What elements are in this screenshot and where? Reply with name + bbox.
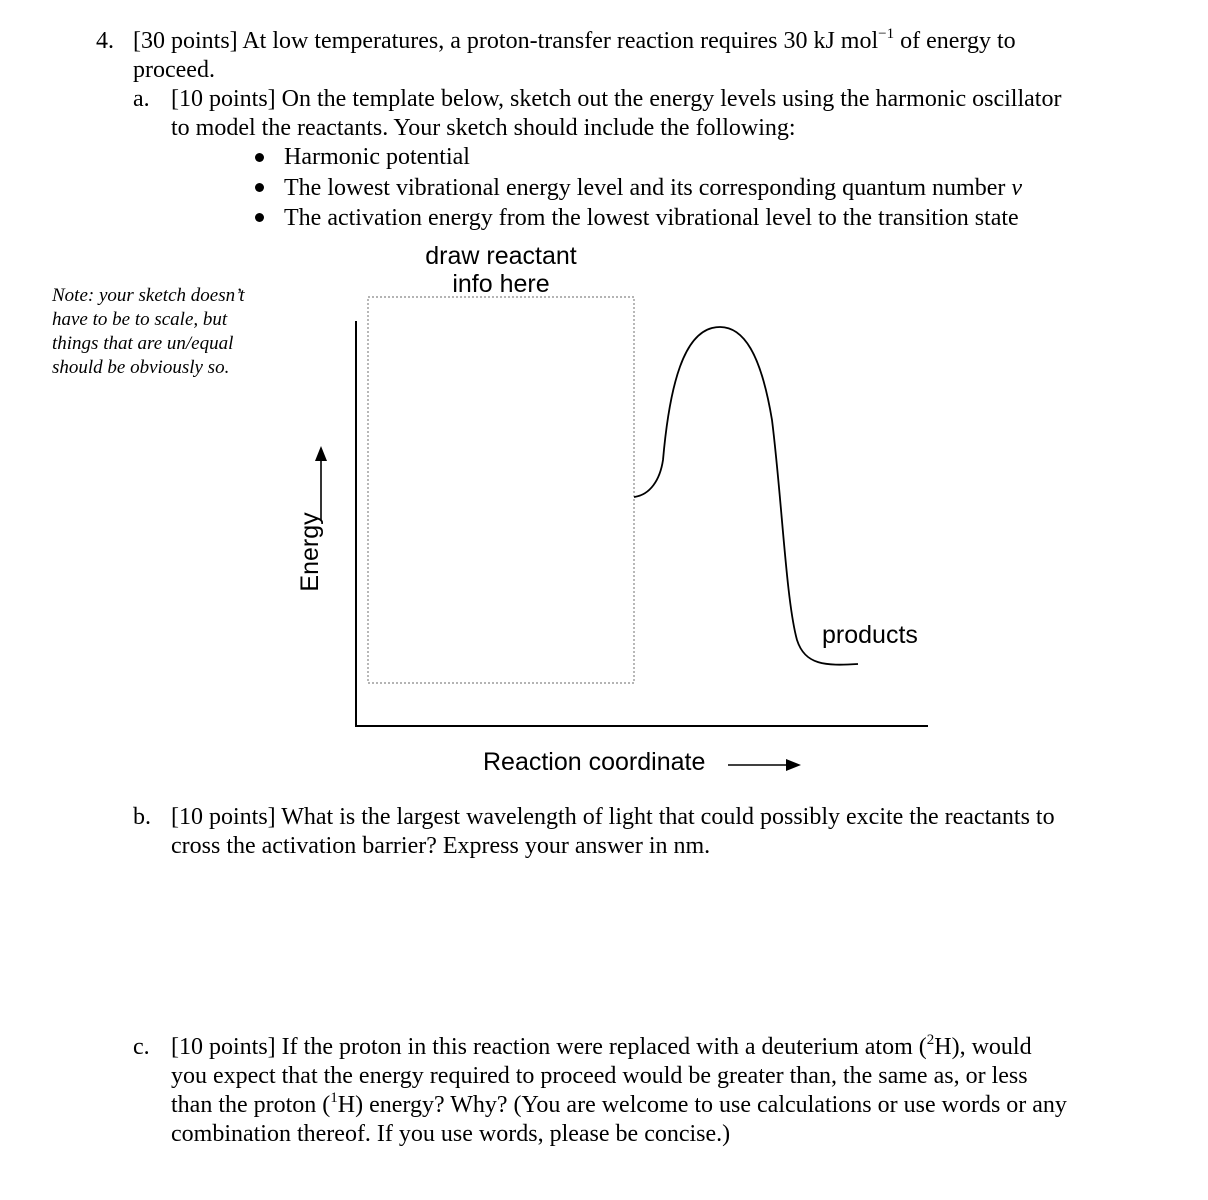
part-c-line4: combination thereof. If you use words, please be concise.) xyxy=(171,1121,731,1147)
part-c-line3-pre: than the proton ( xyxy=(171,1092,331,1118)
part-a-line1: [10 points] On the template below, sketch out the energy levels using the harmonic oscillator xyxy=(171,86,1062,112)
note-line-1: Note: your sketch doesn’t xyxy=(52,285,245,306)
part-c-line1-post: H), would xyxy=(934,1034,1032,1060)
question-text-post: of energy to xyxy=(894,28,1016,54)
part-c-line3-post: H) energy? Why? (You are welcome to use calculations or use words or any xyxy=(337,1092,1067,1118)
quantum-number-symbol: v xyxy=(1011,175,1023,201)
part-b-label: b. xyxy=(133,804,151,830)
bullet-3-text: The activation energy from the lowest vibrational level to the transition state xyxy=(284,205,1019,231)
y-axis-label xyxy=(296,502,325,602)
energy-arrow-head xyxy=(315,446,327,461)
question-text-superscript: −1 xyxy=(878,26,895,42)
y-axis-label-text: Energy xyxy=(296,512,324,592)
x-axis-label: Reaction coordinate xyxy=(483,748,706,776)
proton-superscript: 1 xyxy=(330,1090,338,1106)
part-b-line2: cross the activation barrier? Express your answer in nm. xyxy=(171,833,711,859)
part-b-line1: [10 points] What is the largest wavelength of light that could possibly excite the reactants to xyxy=(171,804,1055,830)
energy-profile-curve xyxy=(634,327,858,665)
note-line-2: have to be to scale, but xyxy=(52,309,228,330)
part-c-line1-pre: [10 points] If the proton in this reaction were replaced with a deuterium atom ( xyxy=(171,1034,927,1060)
part-a-line2: to model the reactants. Your sketch should include the following: xyxy=(171,115,796,141)
box-label-line1: draw reactant xyxy=(425,242,577,270)
question-text-line2: proceed. xyxy=(133,57,215,83)
bullet-2-label: The lowest vibrational energy level and its corresponding quantum number xyxy=(284,175,1012,201)
deuterium-superscript: 2 xyxy=(926,1032,935,1048)
part-c-label: c. xyxy=(133,1034,150,1060)
question-text-pre: [30 points] At low temperatures, a proton-transfer reaction requires 30 kJ mol xyxy=(133,28,879,54)
box-label-line2: info here xyxy=(452,270,550,298)
bullet-1-text: Harmonic potential xyxy=(284,144,470,170)
note-line-4: should be obviously so. xyxy=(52,357,230,378)
part-c-line1 xyxy=(171,1033,1032,1065)
question-number: 4. xyxy=(96,28,114,54)
reactant-drawing-box xyxy=(368,297,634,683)
reaction-coordinate-arrow-head xyxy=(786,759,801,771)
products-label: products xyxy=(822,621,918,649)
note-line-3: things that are un/equal xyxy=(52,333,234,354)
part-c-line3 xyxy=(171,1091,1067,1123)
part-c-line2: you expect that the energy required to proceed would be greater than, the same as, or less xyxy=(171,1063,1028,1089)
part-a-label: a. xyxy=(133,86,150,112)
